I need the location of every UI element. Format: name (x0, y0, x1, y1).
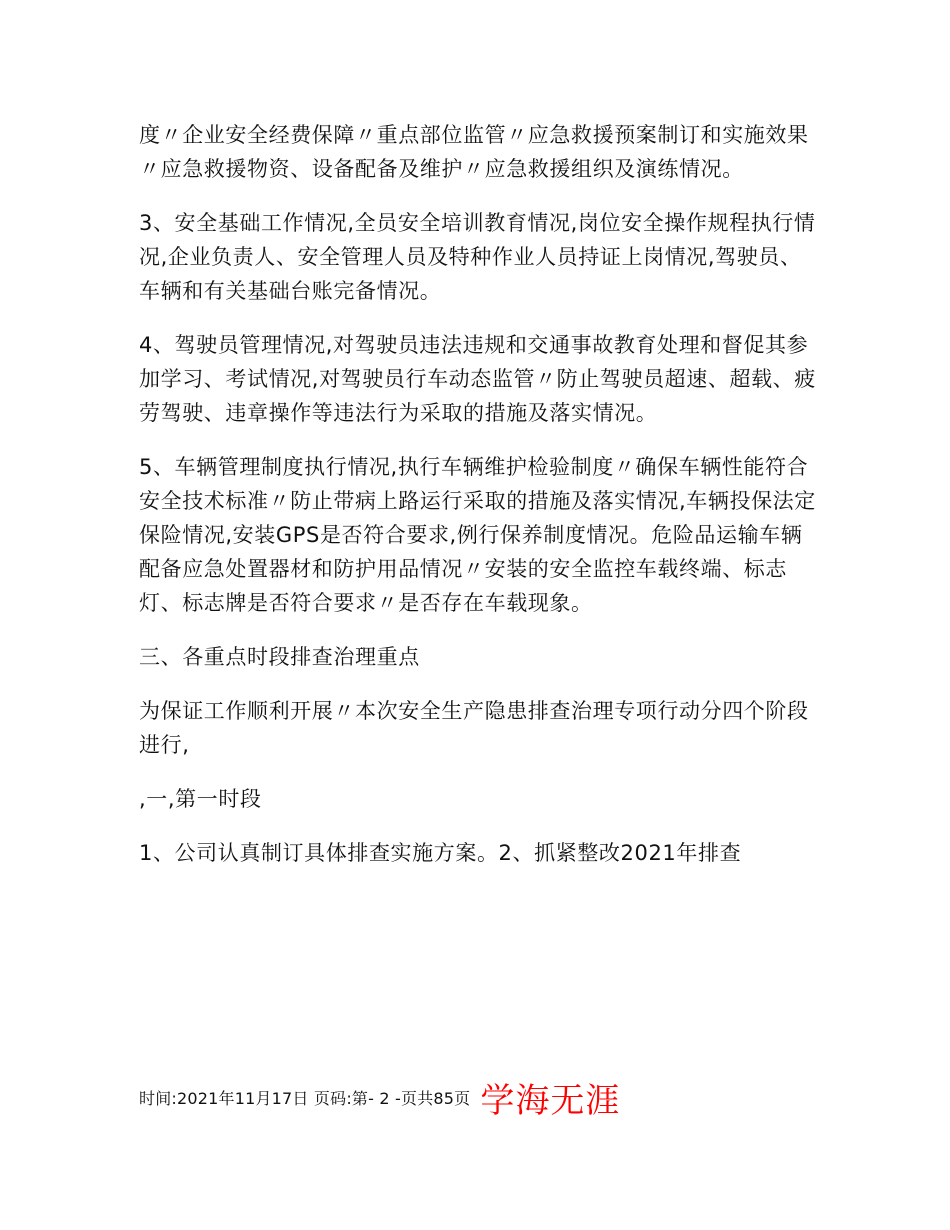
paragraph-first-period-items: 1、公司认真制订具体排查实施方案。2、抓紧整改2021年排查 (139, 841, 742, 865)
document-body (139, 118, 819, 890)
paragraph-intro: 为保证工作顺利开展〃本次安全生产隐患排查治理专项行动分四个阶段进行, (139, 699, 809, 757)
paragraph-item-4: 4、驾驶员管理情况,对驾驶员违法违规和交通事故教育处理和督促其参加学习、考试情况,对驾驶员行车动态监管〃防止驾驶员超速、超载、疲劳驾驶、违章操作等违法行为采取的措施及落实情况。 (139, 333, 816, 425)
paragraph-continued-items: 度〃企业安全经费保障〃重点部位监管〃应急救援预案制订和实施效果〃应急救援物资、设备配备及维护〃应急救援组织及演练情况。 (139, 123, 809, 181)
paragraph-item-3: 3、安全基础工作情况,全员安全培训教育情况,岗位安全操作规程执行情况,企业负责人、安全管理人员及特种作业人员持证上岗情况,驾驶员、车辆和有关基础台账完备情况。 (139, 211, 816, 303)
section-heading-3: 三、各重点时段排查治理重点 (139, 645, 420, 669)
subheading-first-period: ,一,第一时段 (139, 787, 262, 811)
paragraph-item-5: 5、车辆管理制度执行情况,执行车辆维护检验制度〃确保车辆性能符合安全技术标准〃防止带病上路运行采取的措施及落实情况,车辆投保法定保险情况,安装GPS是否符合要求,例行保养制度情况。危险品运输车辆配备应急处置器材和防护用品情况〃安装的安全监控车载终端、标志灯、标志牌是否符合要求〃是否存在车载现象。 (139, 455, 816, 615)
footer-date-page: 时间:2021年11月17日 页码:第- 2 -页共85页 (139, 1089, 471, 1108)
watermark-text: 学海无涯 (480, 1081, 621, 1121)
page-footer (139, 1073, 620, 1122)
